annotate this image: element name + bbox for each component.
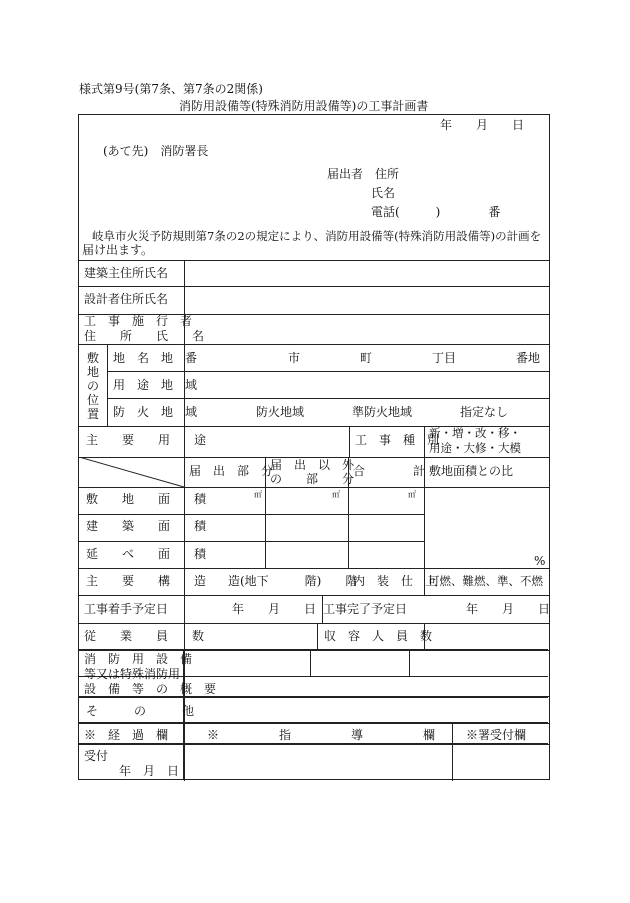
unit-m2: ㎡ [408,490,416,499]
col-other-header-2: の 部 分 [270,472,355,486]
start-date-label: 工事着手予定日 [84,602,169,616]
col-ratio-header: 敷地面積との比 [429,464,514,478]
percent-sign: % [534,554,546,568]
main-use-label: 主 要 用 途 [86,433,207,447]
reception-header: ※署受付欄 [466,728,527,742]
form-number: 様式第9号(第7条、第7条の2関係) [79,82,263,96]
received-date: 年 月 日 [119,764,180,778]
contractor-label-1: 工 事 施 行 者 [84,314,193,328]
structure-value: 造(地下 階) 階 [228,574,358,588]
zone-field[interactable] [184,372,548,398]
guidance-header: ※ 指 導 欄 [207,728,436,742]
end-date-value: 年 月 日 [466,602,551,616]
lot-label: 地 名 地 番 [113,351,198,365]
applicant-phone-label: 電話( ) 番 [371,205,501,219]
unit-m2: ㎡ [254,490,262,499]
contractor-label-2: 住 所 氏 名 [84,329,205,343]
other-label: そ の 他 [86,704,195,718]
work-type-label: 工 事 種 別 [355,433,440,447]
capacity-label: 収 容 人 員 数 [324,629,433,643]
col-other-header-1: 届 出 以 外 [270,458,355,472]
other-field[interactable] [184,697,548,722]
lot-value: 市 町 丁目 番地 [288,351,541,365]
applicant-address-label: 届出者 住所 [327,167,400,181]
site-area-label: 敷 地 面 積 [86,492,207,506]
fire-zone-options: 防火地域 準防火地域 指定なし [256,405,509,419]
owner-label: 建築主住所氏名 [84,266,169,280]
designer-label: 設計者住所氏名 [84,292,169,306]
summary-label-3: 設 備 等 の 概 要 [84,682,217,696]
owner-field[interactable] [184,260,548,285]
col-notified-header: 届 出 部 分 [189,464,274,478]
interior-options: 可燃、難燃、準、不燃 [428,574,543,588]
main-use-field[interactable] [184,426,346,456]
structure-label: 主 要 構 造 [86,574,207,588]
declaration-line-2: 届け出ます。 [82,243,154,257]
diagonal-divider [79,457,185,488]
building-area-label: 建 築 面 積 [86,519,207,533]
fire-zone-label: 防 火 地 域 [113,405,198,419]
designer-field[interactable] [184,286,548,313]
unit-m2: ㎡ [332,490,340,499]
declaration-line-1: 岐阜市火災予防規則第7条の2の規定により、消防用設備等(特殊消防用設備等)の計画を [92,229,542,243]
zone-label: 用 途 地 域 [113,378,198,392]
applicant-name-label: 氏名 [371,186,396,200]
work-type-options-1: 新・増・改・移・ [429,426,521,440]
interior-label: 内 装 仕 上 [353,574,438,588]
progress-header: ※ 経 過 欄 [84,728,169,742]
contractor-field[interactable] [184,314,548,343]
floor-area-label: 延 べ 面 積 [86,547,207,561]
application-date: 年 月 日 [440,118,525,132]
site-location-group-label: 敷 地 の 位 置 [87,351,100,421]
summary-field[interactable] [184,649,548,696]
work-type-options-2: 用途・大修・大模 [429,441,521,455]
start-date-value: 年 月 日 [232,602,317,616]
summary-label-2: 等又は特殊消防用 [84,667,181,681]
col-total-header: 合 計 [353,464,426,478]
addressee: (あて先) 消防署長 [103,144,209,158]
form-title: 消防用設備等(特殊消防用設備等)の工事計画書 [179,99,429,113]
summary-label-1: 消 防 用 設 備 [84,652,193,666]
end-date-label: 工事完了予定日 [323,602,408,616]
employees-label: 従 業 員 数 [84,629,205,643]
received-label: 受付 [84,749,109,763]
